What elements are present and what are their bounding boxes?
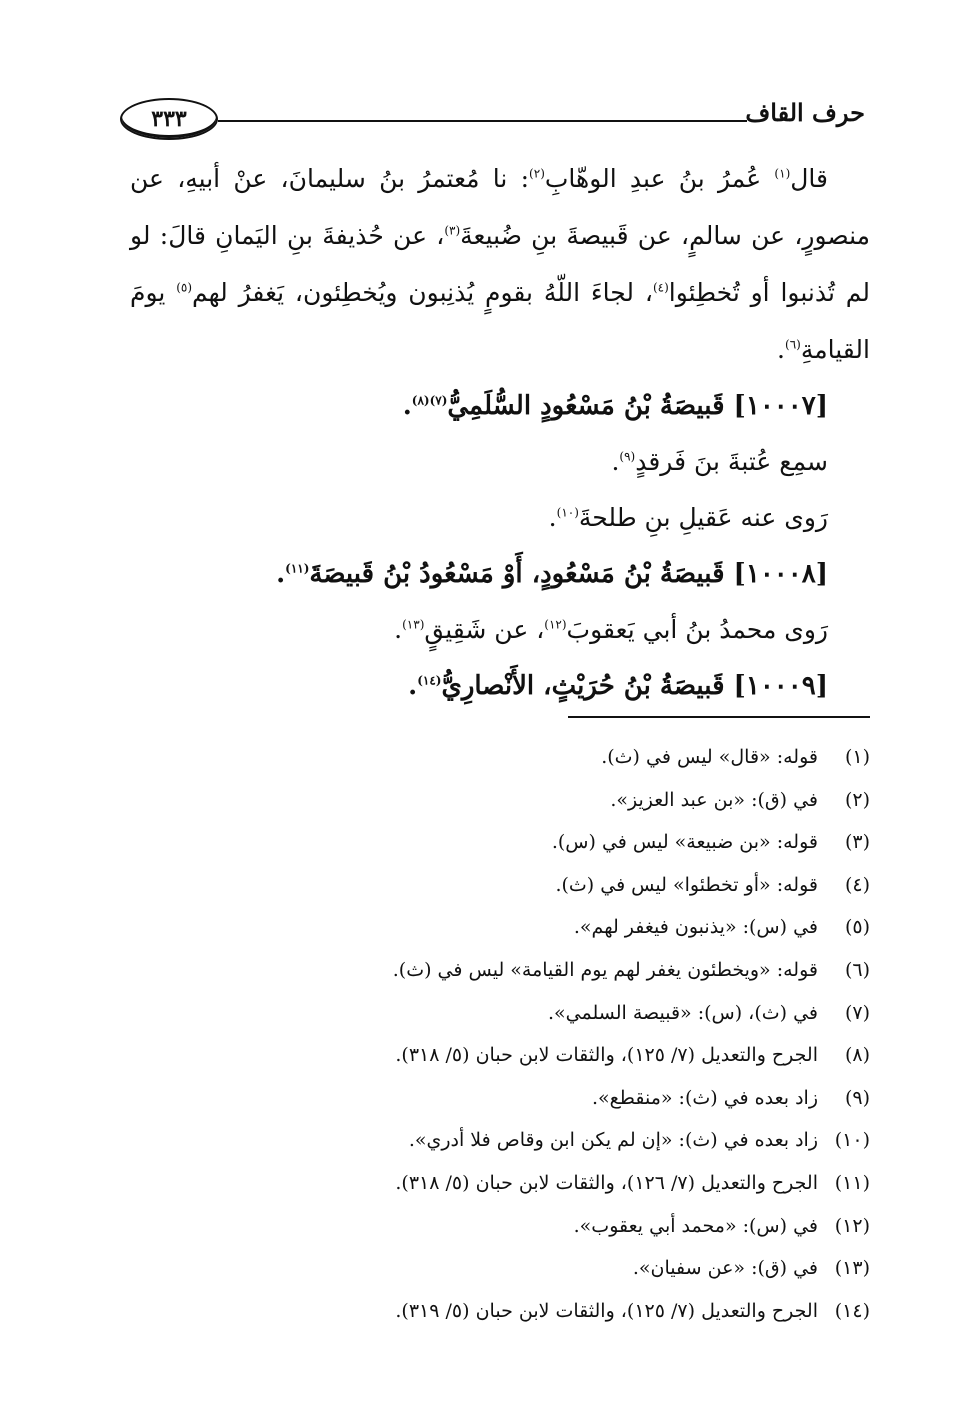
footnote-item [130, 1077, 870, 1120]
footnote-text: في (ق): «بن عبد العزيز». [610, 788, 818, 811]
page-header [120, 96, 865, 142]
footnote-text: في (س): «محمد أبي يعقوب». [573, 1214, 818, 1237]
footnote-number: (١) [844, 746, 870, 768]
footnote-ref[interactable]: (١٤) [417, 673, 442, 688]
opening-paragraph: قال$^{(١)}$ عُمرُ بنُ عبدِ الوهّابِ$^{(٢)}$: نا مُعتمرُ بنُ سليمانَ، عنْ أبيهِ، عن منصورٍ، عن سالمٍ، عن قَبيصةَ بنِ ضُبيعةَ$^{(٣)}$، عن حُذيفةَ بنِ اليَمانِ قالَ: لو لم تُذنبوا أو تُخطِئوا$^{(٤)}$، لجاءَ اللّهُ بقومٍ يُذنِبون ويُخطِئون، يَغفرُ لهم$^{(٥)}$ يومَ القيامةِ$^{(٦)}$. [130, 164, 871, 364]
footnote-text: في (س): «يذنبون فيغفر لهم». [573, 916, 818, 939]
footnote-number: (٩) [844, 1086, 870, 1109]
footnote-number: (٧) [844, 1001, 870, 1024]
footnote-text: الجرح والتعديل (٧/ ١٢٥)، والثقات لابن حبان (٥/ ٣١٩). [395, 1299, 818, 1322]
footnote-rule [568, 716, 870, 718]
footnote-ref[interactable]: (٣) [444, 223, 461, 238]
footnote-item [130, 1119, 870, 1162]
footnote-text: قوله: «أو تخطئوا» ليس في (ث). [555, 873, 818, 896]
entry-line: سمِع عُتبةَ بنَ فَرقدٍ$^{(٩)}$. [611, 447, 828, 476]
footnote-number: (٣) [844, 831, 870, 854]
footnote-text: قوله: «قال» ليس في (ث). [601, 746, 818, 768]
footnote-text: زاد بعده في (ث): «منقطع». [592, 1086, 818, 1109]
running-title: حرف القاف [745, 98, 865, 127]
footnote-text: الجرح والتعديل (٧/ ١٢٥)، والثقات لابن حبان (٥/ ٣١٨). [395, 1044, 818, 1067]
page-number-badge [120, 98, 218, 140]
footnote-number: (٤) [844, 873, 870, 896]
footnote-number: (١٠) [834, 1129, 870, 1152]
entry-heading-10008: [١٠٠٠٨] قَبيصَةُ بْنُ مَسْعُودٍ، أَوْ مَسْعُودُ بْنُ قَبيصَةَ$^{(١١)}$. [276, 559, 828, 589]
footnote-item [130, 779, 870, 822]
footnotes-list [130, 736, 870, 1332]
footnote-item [130, 906, 870, 949]
main-text [130, 150, 870, 378]
footnote-item [130, 1247, 870, 1290]
footnote-number: (١١) [834, 1171, 870, 1194]
footnote-number: (٦) [844, 958, 870, 981]
entry-line: رَوى عنه عَقيلِ بنِ طلحةَ$^{(١٠)}$. [548, 503, 828, 532]
footnote-item [130, 864, 870, 907]
footnote-number: (١٣) [834, 1257, 870, 1280]
footnote-ref[interactable]: (٩) [619, 449, 636, 464]
biography-entries [130, 378, 870, 714]
footnote-number: (٢) [844, 788, 870, 811]
footnote-text: قوله: «بن ضبيعة» ليس في (س). [551, 831, 818, 854]
footnote-ref[interactable]: (١٣) [402, 617, 425, 632]
footnote-text: زاد بعده في (ث): «إن لم يكن ابن وقاص فلا أدري». [408, 1129, 818, 1152]
footnote-ref[interactable]: (١) [774, 166, 791, 181]
footnote-number: (١٢) [834, 1214, 870, 1237]
footnote-ref[interactable]: (٢) [529, 166, 545, 181]
footnote-text: في (ث)، (س): «قبيصة السلمي». [548, 1001, 818, 1024]
footnote-item [130, 1034, 870, 1077]
footnote-ref[interactable]: (٧)(٨) [411, 393, 448, 408]
entry-heading-10007: [١٠٠٠٧] قَبيصَةُ بْنُ مَسْعُودٍ السُّلَمِيُّ$^{(٧)(٨)}$. [402, 391, 828, 421]
footnote-item [130, 949, 870, 992]
footnote-number: (١٤) [834, 1299, 870, 1322]
footnote-number: (٨) [844, 1044, 870, 1067]
footnote-text: الجرح والتعديل (٧/ ١٢٦)، والثقات لابن حبان (٥/ ٣١٨). [395, 1171, 818, 1194]
footnote-item [130, 1205, 870, 1248]
page-number: ٣٣٣ [151, 106, 187, 132]
footnote-item [130, 736, 870, 779]
footnote-ref[interactable]: (٥) [176, 280, 193, 295]
entry-line: رَوى محمدُ بنُ أبي يَعقوبَ$^{(١٢)}$، عن شَقِيقٍ$^{(١٣)}$. [394, 615, 828, 644]
footnote-text: في (ق): «عن سفيان». [632, 1257, 818, 1280]
header-rule [218, 120, 747, 122]
footnote-ref[interactable]: (١١) [285, 561, 310, 576]
footnote-item [130, 992, 870, 1035]
footnote-item [130, 1162, 870, 1205]
footnote-item [130, 1290, 870, 1333]
footnote-ref[interactable]: (٤) [652, 280, 669, 295]
entry-heading-10009: [١٠٠٠٩] قَبيصَةُ بْنُ حُرَيْثٍ، الأَنْصارِيُّ$^{(١٤)}$. [408, 671, 828, 701]
footnote-item [130, 821, 870, 864]
footnote-number: (٥) [844, 916, 870, 939]
footnote-text: قوله: «ويخطئون يغفر لهم يوم القيامة» ليس في (ث). [392, 958, 818, 981]
footnote-ref[interactable]: (١٠) [556, 505, 579, 520]
footnote-ref[interactable]: (١٢) [544, 617, 567, 632]
footnote-ref[interactable]: (٦) [785, 337, 801, 352]
